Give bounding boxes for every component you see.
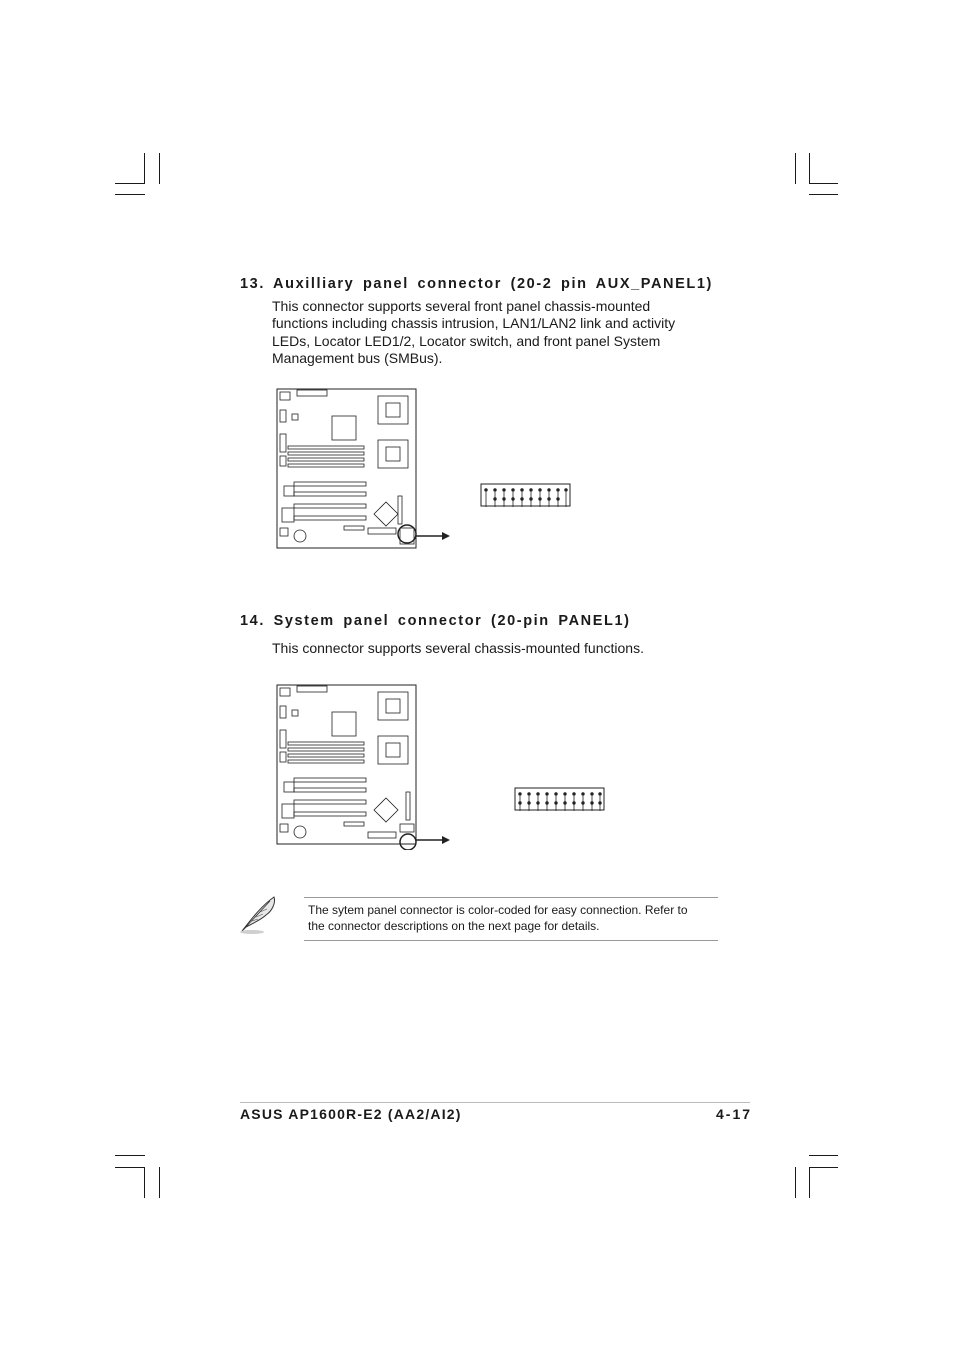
page-number: 4-17 [716, 1106, 753, 1122]
crop-mark [809, 1167, 810, 1198]
text-line: This connector supports several front panel chassis-mounted [272, 298, 651, 314]
footer-product-name: ASUS AP1600R-E2 (AA2/AI2) [240, 1106, 462, 1122]
system-panel-pin-header [514, 787, 606, 813]
crop-mark [159, 153, 160, 184]
section-13-description [272, 298, 702, 368]
text-line: Management bus (SMBus). [272, 350, 443, 367]
crop-mark [809, 153, 810, 184]
crop-mark [115, 1167, 145, 1168]
crop-mark [809, 1167, 838, 1168]
feather-pen-icon [238, 893, 280, 935]
crop-mark [144, 1167, 145, 1198]
text-line: LEDs, Locator LED1/2, Locator switch, and front panel System [272, 332, 661, 349]
crop-mark [115, 183, 145, 184]
crop-mark [795, 153, 796, 184]
section-13-heading: 13. Auxilliary panel connector (20-2 pin AUX_PANEL1) [240, 276, 713, 292]
footer-divider [240, 1102, 750, 1103]
crop-mark [144, 153, 145, 184]
crop-mark [809, 1155, 838, 1156]
crop-mark [795, 1167, 796, 1198]
section-14-description [272, 640, 702, 657]
text-line: the connector descriptions on the next page for details. [308, 918, 600, 933]
section-14-heading: 14. System panel connector (20-pin PANEL1) [240, 613, 631, 629]
motherboard-layout-diagram [270, 386, 455, 554]
crop-mark [809, 194, 838, 195]
crop-mark [115, 194, 145, 195]
note-text [308, 903, 718, 934]
text-line: functions including chassis intrusion, LAN1/LAN2 link and activity [272, 315, 676, 332]
crop-mark [115, 1155, 145, 1156]
text-line: This connector supports several chassis-mounted functions. [272, 640, 644, 656]
crop-mark [809, 183, 838, 184]
crop-mark [159, 1167, 160, 1198]
motherboard-layout-diagram [270, 682, 455, 850]
aux-panel-pin-header [480, 483, 572, 509]
text-line: The sytem panel connector is color-coded for easy connection. Refer to [308, 903, 688, 917]
